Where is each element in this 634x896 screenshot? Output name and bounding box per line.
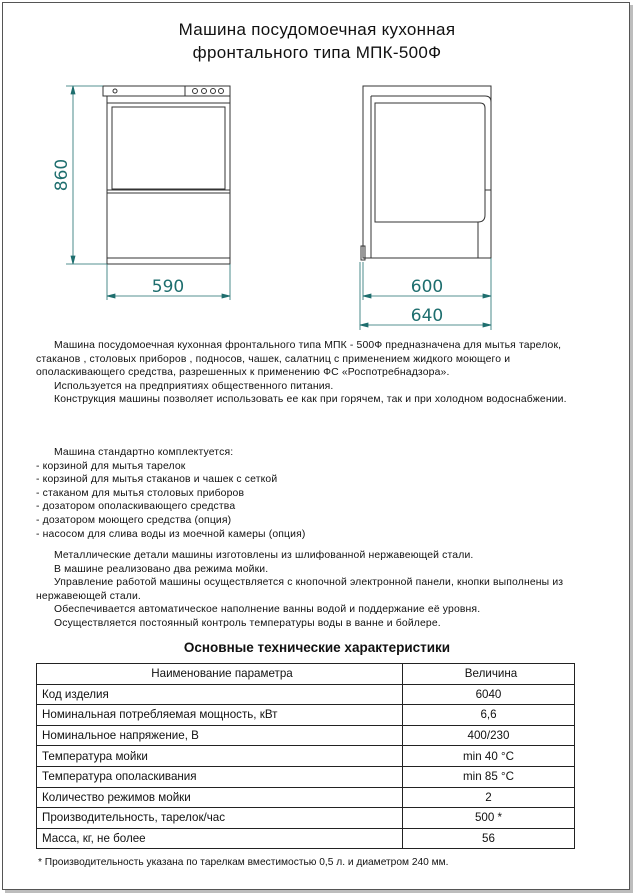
value-cell: 6,6: [403, 705, 575, 726]
param-cell: Масса, кг, не более: [37, 828, 403, 849]
equipment-item: - корзиной для мытья тарелок: [36, 460, 186, 472]
equipment-item: - корзиной для мытья стаканов и чашек с сеткой: [36, 474, 278, 486]
construction-paragraph: Конструкция машины позволяет использовать ее как при горячем, так и при холодном водоснабжении.: [54, 394, 567, 406]
equipment-item: - дозатором моющего средства (опция): [36, 514, 232, 526]
param-cell: Производительность, тарелок/час: [37, 808, 403, 829]
table-row: [37, 828, 575, 849]
specs-table: [36, 663, 575, 849]
feature-line: Обеспечивается автоматическое наполнение ванны водой и поддержание её уровня.: [54, 604, 481, 616]
feature-line: Металлические детали машины изготовлены из шлифованной нержавеющей стали.: [54, 550, 474, 561]
equipment-item: - дозатором ополаскивающего средства: [36, 501, 236, 513]
dim-label-640: 640: [410, 306, 444, 326]
specs-title: Основные технические характеристики: [183, 640, 451, 655]
value-cell: min 85 °C: [403, 766, 575, 787]
param-cell: Номинальная потребляемая мощность, кВт: [37, 705, 403, 726]
dim-front-height: [66, 86, 107, 264]
features-block: [36, 549, 576, 631]
value-cell: 400/230: [403, 725, 575, 746]
specs-col-value: Величина: [403, 664, 575, 685]
specs-col-param: Наименование параметра: [37, 664, 403, 685]
value-cell: 500 *: [403, 808, 575, 829]
table-row: [37, 684, 575, 705]
param-cell: Температура ополаскивания: [37, 766, 403, 787]
front-view: [103, 86, 230, 264]
table-row: [37, 746, 575, 767]
equipment-item: - стаканом для мытья столовых приборов: [36, 487, 245, 499]
table-row: [37, 705, 575, 726]
table-row: [37, 808, 575, 829]
title-line-1: Машина посудомоечная кухонная: [178, 20, 456, 39]
table-row: [37, 766, 575, 787]
description-block: [36, 339, 576, 407]
title-line-2: фронтального типа МПК-500Ф: [192, 43, 442, 62]
feature-line: В машине реализовано два режима мойки.: [54, 563, 269, 575]
description-paragraph: Машина посудомоечная кухонная фронтального типа МПК - 500Ф предназначена для мытья тарелок, стаканов , столовых приборов , подносов, чашек, салатниц с применением жидкого моющего и ополаскивающего средства, разрешенных к применению ФС «Роспотребнадзора».: [36, 340, 562, 379]
feature-line: Управление работой машины осуществляется с кнопочной электронной панели, кнопки выполнены из нержавеющей стали.: [36, 577, 564, 602]
dim-label-860: 860: [52, 158, 72, 192]
equipment-block: [36, 446, 576, 541]
specs-header-row: [37, 664, 575, 685]
value-cell: 56: [403, 828, 575, 849]
dim-label-600: 600: [410, 277, 444, 297]
usage-paragraph: Используется на предприятиях общественного питания.: [54, 380, 334, 392]
value-cell: 2: [403, 787, 575, 808]
side-view: [361, 86, 491, 260]
technical-drawing: [0, 0, 634, 340]
feature-line: Осуществляется постоянный контроль температуры воды в ванне и бойлере.: [54, 617, 441, 629]
value-cell: 6040: [403, 684, 575, 705]
footnote: * Производительность указана по тарелкам вместимостью 0,5 л. и диаметром 240 мм.: [38, 857, 449, 868]
param-cell: Количество режимов мойки: [37, 787, 403, 808]
table-row: [37, 725, 575, 746]
equipment-item: - насосом для слива воды из моечной камеры (опция): [36, 528, 306, 540]
table-row: [37, 787, 575, 808]
equipment-heading: Машина стандартно комплектуется:: [54, 447, 234, 458]
param-cell: Код изделия: [37, 684, 403, 705]
param-cell: Номинальное напряжение, В: [37, 725, 403, 746]
param-cell: Температура мойки: [37, 746, 403, 767]
value-cell: min 40 °C: [403, 746, 575, 767]
dim-label-590: 590: [151, 277, 185, 297]
